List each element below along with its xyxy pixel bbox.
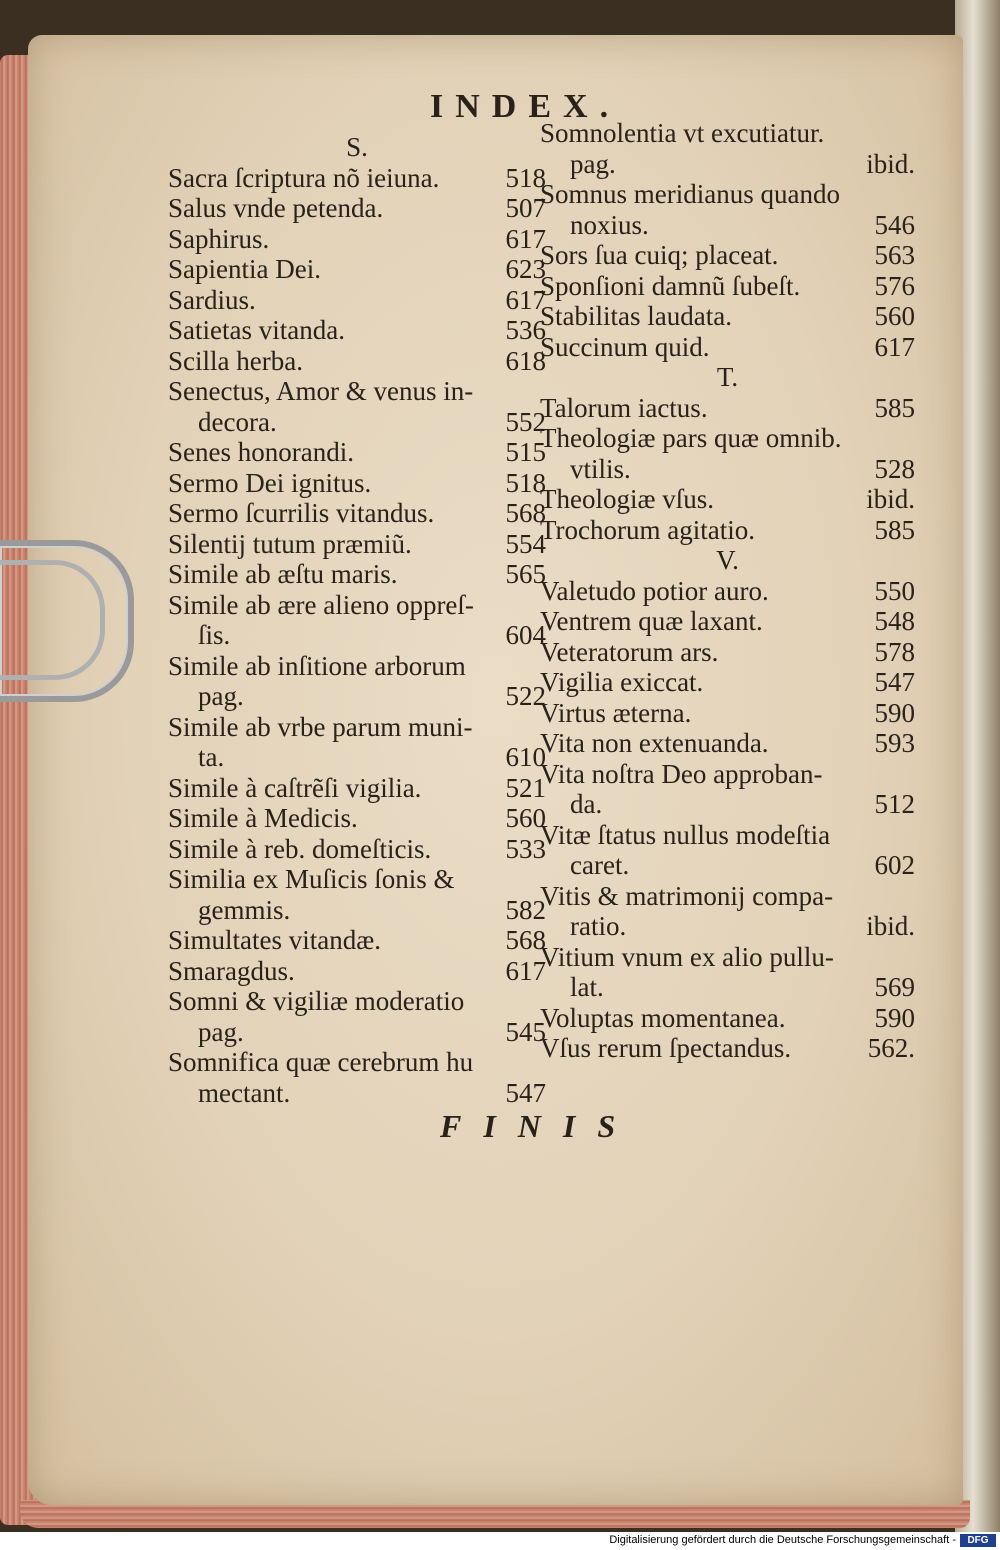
index-entry xyxy=(168,620,546,651)
dfg-logo: DFG xyxy=(960,1534,996,1547)
index-entry xyxy=(540,271,915,302)
index-entry xyxy=(540,179,915,210)
index-entry xyxy=(168,193,546,224)
index-entry-text: Talorum iactus. xyxy=(540,392,708,423)
index-entry-text: da. xyxy=(570,789,603,819)
index-entry-page: 585 xyxy=(874,392,915,423)
index-entry-text: Sponſioni damnũ ſubeſt. xyxy=(540,270,801,301)
index-entry-page: 528 xyxy=(874,453,915,484)
index-entry xyxy=(540,1033,915,1064)
index-entry-text: V. xyxy=(716,545,739,575)
index-entry-page: 617 xyxy=(505,223,546,254)
index-entry-text: Satietas vitanda. xyxy=(168,315,345,345)
index-entry-text: Salus vnde petenda. xyxy=(168,193,384,223)
index-entry-page: 578 xyxy=(874,636,915,667)
footer-bar xyxy=(0,1532,1000,1550)
index-entry-page: 569 xyxy=(874,972,915,1002)
index-entry xyxy=(540,637,915,668)
index-entry-page: ibid. xyxy=(866,911,915,941)
index-entry-text: Senes honorandi. xyxy=(168,437,354,467)
index-entry-text: Simile ab ære alieno oppreſ- xyxy=(168,589,474,620)
index-entry-page: ibid. xyxy=(866,148,915,179)
index-entry-page: 507 xyxy=(505,193,546,223)
footer-credit: Digitalisierung gefördert durch die Deutsche Forschungsgemeinschaft - xyxy=(609,1534,956,1546)
index-entry-text: Vſus rerum ſpectandus. xyxy=(540,1033,792,1063)
index-entry xyxy=(540,149,915,180)
index-letter-heading xyxy=(540,545,915,576)
index-entry-page: 593 xyxy=(874,728,915,758)
index-entry-text: Vitæ ſtatus nullus modeſtia xyxy=(540,819,831,850)
index-entry-page: 618 xyxy=(505,345,546,376)
index-entry-text: Valetudo potior auro. xyxy=(540,575,769,606)
index-entry-text: Vitis & matrimonij compa- xyxy=(540,880,834,911)
index-entry xyxy=(540,881,915,912)
index-entry xyxy=(168,437,546,468)
index-entry-page: 512 xyxy=(874,789,915,819)
index-entry-page: 521 xyxy=(505,772,546,803)
index-entry xyxy=(168,864,546,895)
index-entry-text: Somnifica quæ cerebrum hu xyxy=(168,1047,474,1077)
index-entry-page: 536 xyxy=(505,315,546,345)
index-entry xyxy=(168,407,546,438)
index-entry xyxy=(168,1017,546,1048)
index-entry-text: Simile ab vrbe parum muni- xyxy=(168,711,473,742)
index-entry-text: Succinum quid. xyxy=(540,331,710,362)
index-letter-heading xyxy=(168,132,546,163)
index-entry-page: 617 xyxy=(505,955,546,986)
finis-text: FINIS xyxy=(440,1108,638,1144)
index-entry-page: 547 xyxy=(874,667,915,697)
index-entry xyxy=(540,1003,915,1034)
index-entry-text: Ventrem quæ laxant. xyxy=(540,606,763,636)
index-entry-text: Vigilia exiccat. xyxy=(540,667,704,697)
index-entry-page: 554 xyxy=(505,528,546,559)
index-entry-text: Veteratorum ars. xyxy=(540,636,719,667)
index-entry-text: Sermo ſcurrilis vitandus. xyxy=(168,498,435,528)
index-entry-text: Theologiæ vſus. xyxy=(540,484,714,514)
index-entry-text: Sermo Dei ignitus. xyxy=(168,467,372,498)
index-entry-text: Somni & vigiliæ moderatio xyxy=(168,986,465,1016)
index-entry-text: Simultates vitandæ. xyxy=(168,925,381,955)
index-entry-text: ratio. xyxy=(570,911,627,941)
index-entry-page: 590 xyxy=(874,697,915,728)
index-entry xyxy=(168,224,546,255)
index-entry-page: 623 xyxy=(505,254,546,284)
index-entry-text: Simile à Medicis. xyxy=(168,803,358,833)
index-entry-text: pag. xyxy=(570,148,616,179)
index-entry xyxy=(168,529,546,560)
index-entry xyxy=(168,1047,546,1078)
index-entry-text: pag. xyxy=(198,681,244,711)
index-entry-page: 563 xyxy=(874,240,915,270)
index-entry-text: mectant. xyxy=(198,1077,291,1108)
index-entry-text: lat. xyxy=(570,972,604,1002)
index-entry-text: Scilla herba. xyxy=(168,345,303,376)
index-entry-text: caret. xyxy=(570,850,630,880)
index-entry xyxy=(540,210,915,241)
index-entry xyxy=(540,515,915,546)
index-entry xyxy=(540,576,915,607)
index-entry-page: 610 xyxy=(505,742,546,772)
index-entry-text: vtilis. xyxy=(570,453,631,484)
index-entry xyxy=(540,118,915,149)
index-entry xyxy=(168,163,546,194)
index-entry-text: S. xyxy=(346,132,368,162)
index-entry-page: 548 xyxy=(874,606,915,636)
index-entry-text: Simile à reb. domeſticis. xyxy=(168,833,432,864)
index-column-left xyxy=(168,132,546,1108)
index-entry-text: Somnolentia vt excutiatur. xyxy=(540,118,825,148)
index-entry-text: Stabilitas laudata. xyxy=(540,301,732,331)
index-column-right xyxy=(540,118,915,1064)
index-entry-text: noxius. xyxy=(570,209,649,240)
index-entry-text: gemmis. xyxy=(198,894,291,925)
index-entry-text: ſis. xyxy=(198,620,231,650)
index-entry xyxy=(168,651,546,682)
index-entry xyxy=(540,454,915,485)
index-entry xyxy=(168,803,546,834)
index-entry xyxy=(540,942,915,973)
index-entry-page: 560 xyxy=(874,301,915,331)
index-entry xyxy=(168,986,546,1017)
index-entry xyxy=(168,773,546,804)
index-entry xyxy=(540,301,915,332)
index-entry xyxy=(540,484,915,515)
index-entry xyxy=(540,332,915,363)
index-entry-text: Saphirus. xyxy=(168,223,270,254)
index-entry-page: 560 xyxy=(505,803,546,833)
index-entry-text: Simile ab æſtu maris. xyxy=(168,559,398,589)
index-entry xyxy=(168,742,546,773)
index-entry-text: ta. xyxy=(198,742,225,772)
index-entry-text: Vita non extenuanda. xyxy=(540,728,769,758)
index-entry-text: Simile ab inſitione arborum xyxy=(168,650,466,681)
index-entry-page: 565 xyxy=(505,559,546,589)
index-entry-text: Smaragdus. xyxy=(168,955,295,986)
page-header: INDEX. xyxy=(430,88,621,125)
index-entry xyxy=(168,590,546,621)
index-entry-page: 568 xyxy=(505,925,546,955)
index-entry-text: Similia ex Muſicis ſonis & xyxy=(168,864,455,894)
index-entry-page: 533 xyxy=(505,833,546,864)
index-entry-text: Sardius. xyxy=(168,284,256,315)
index-entry-text: Sapientia Dei. xyxy=(168,254,321,284)
index-entry xyxy=(540,911,915,942)
index-entry xyxy=(540,789,915,820)
index-entry-page: 515 xyxy=(505,437,546,467)
index-entry xyxy=(168,834,546,865)
index-entry-page: 546 xyxy=(874,209,915,240)
index-entry-text: Sors ſua cuiq; placeat. xyxy=(540,240,779,270)
index-entry-text: Theologiæ pars quæ omnib. xyxy=(540,423,842,453)
index-entry-text: Vitium vnum ex alio pullu- xyxy=(540,941,834,972)
index-entry-text: Trochorum agitatio. xyxy=(540,514,755,545)
index-entry xyxy=(540,240,915,271)
index-entry xyxy=(168,346,546,377)
index-entry-text: Voluptas momentanea. xyxy=(540,1002,786,1033)
index-entry-page: 585 xyxy=(874,514,915,545)
index-entry-text: Senectus, Amor & venus in- xyxy=(168,376,474,406)
index-entry-page: 518 xyxy=(505,162,546,193)
index-entry-page: 522 xyxy=(505,681,546,711)
index-entry xyxy=(168,712,546,743)
index-entry-page: ibid. xyxy=(866,484,915,514)
index-entry xyxy=(168,559,546,590)
index-entry-text: Somnus meridianus quando xyxy=(540,179,840,209)
index-entry xyxy=(168,925,546,956)
index-entry xyxy=(540,759,915,790)
index-entry xyxy=(540,850,915,881)
index-entry xyxy=(168,376,546,407)
index-entry xyxy=(540,423,915,454)
index-entry xyxy=(168,895,546,926)
index-entry-text: pag. xyxy=(198,1016,244,1047)
index-entry-page: 545 xyxy=(505,1016,546,1047)
index-entry xyxy=(540,972,915,1003)
paper-clip-inner-loop xyxy=(0,560,105,680)
index-entry-page: 604 xyxy=(505,620,546,650)
index-entry-text: Simile à caſtrẽſi vigilia. xyxy=(168,772,422,803)
index-entry-page: 590 xyxy=(874,1002,915,1033)
index-entry xyxy=(540,728,915,759)
index-entry-page: 568 xyxy=(505,498,546,528)
index-entry-page: 576 xyxy=(874,270,915,301)
index-entry xyxy=(168,468,546,499)
index-entry-text: Sacra ſcriptura nõ ieiuna. xyxy=(168,162,440,193)
index-entry-page: 617 xyxy=(505,284,546,315)
index-entry xyxy=(168,254,546,285)
index-entry xyxy=(168,498,546,529)
index-entry xyxy=(168,285,546,316)
index-entry-page: 518 xyxy=(505,467,546,498)
index-entry-text: decora. xyxy=(198,406,277,437)
index-entry xyxy=(540,698,915,729)
index-entry-text: Virtus æterna. xyxy=(540,697,692,728)
index-entry-page: 550 xyxy=(874,575,915,606)
index-entry xyxy=(168,681,546,712)
index-entry-text: T. xyxy=(716,362,739,392)
index-entry-text: Silentij tutum præmiũ. xyxy=(168,528,412,559)
index-entry xyxy=(168,1078,546,1109)
index-entry-page: 617 xyxy=(874,331,915,362)
index-entry xyxy=(168,315,546,346)
index-entry-page: 582 xyxy=(505,894,546,925)
index-entry xyxy=(168,956,546,987)
index-entry-page: 602 xyxy=(874,850,915,880)
index-entry-text: Vita noſtra Deo approban- xyxy=(540,758,823,789)
index-entry xyxy=(540,820,915,851)
index-entry-page: 562. xyxy=(867,1033,915,1063)
index-entry-page: 552 xyxy=(505,406,546,437)
index-entry xyxy=(540,606,915,637)
index-entry-page: 547 xyxy=(505,1077,546,1108)
index-entry xyxy=(540,393,915,424)
index-letter-heading xyxy=(540,362,915,393)
index-entry xyxy=(540,667,915,698)
